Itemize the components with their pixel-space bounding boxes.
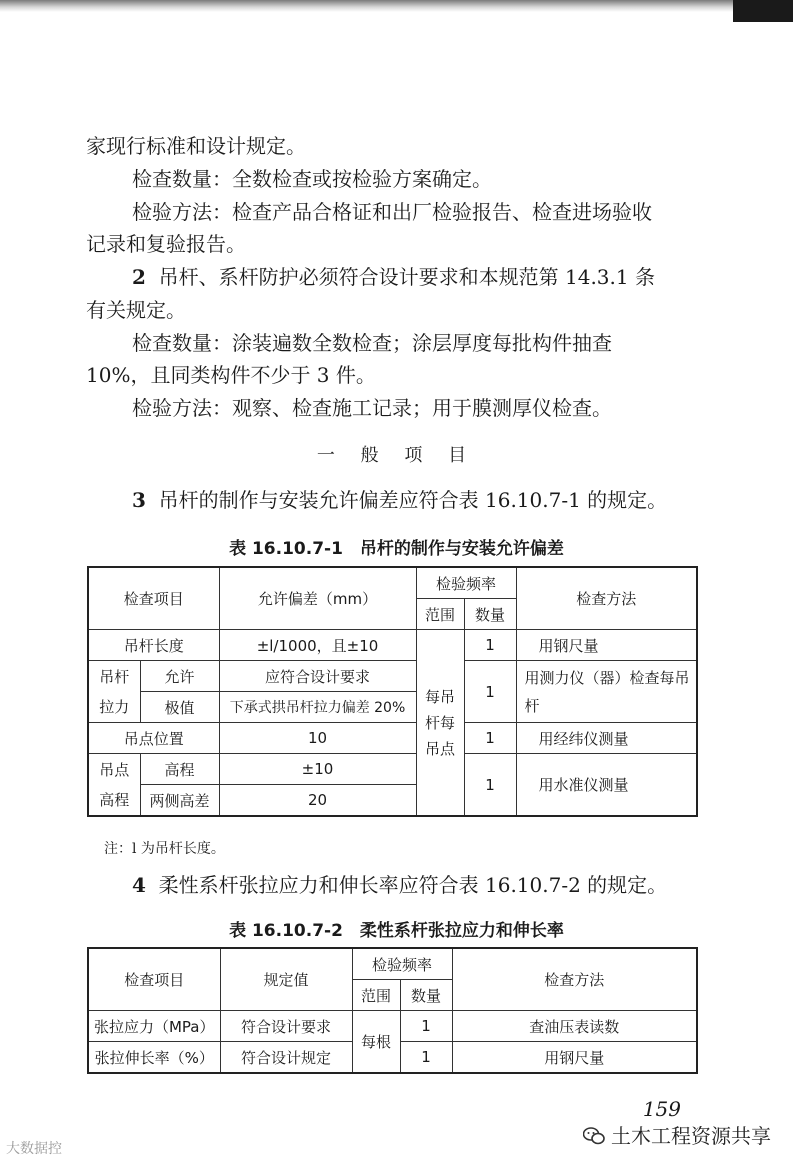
table-cell: 1 [400, 1011, 452, 1042]
scan-top-edge [0, 0, 793, 12]
watermark-right-text: 土木工程资源共享 [611, 1124, 771, 1148]
table2-caption: 表 16.10.7-2 柔性系杆张拉应力和伸长率 [229, 921, 564, 941]
table-cell: 吊点位置 [88, 723, 219, 754]
item-text: 吊杆、系杆防护必须符合设计要求和本规范第 14.3.1 条 [158, 265, 655, 289]
paragraph-line [132, 873, 752, 897]
paragraph-line: 有关规定。 [86, 298, 186, 322]
table-cell: 用测力仪（器）检查每吊杆 [516, 661, 697, 723]
table2 [87, 947, 698, 1074]
table-cell: 张拉应力（MPa） [88, 1011, 220, 1042]
table-cell: 符合设计要求 [220, 1011, 352, 1042]
table1-caption: 表 16.10.7-1 吊杆的制作与安装允许偏差 [229, 539, 564, 559]
table2-header-method: 检查方法 [452, 948, 697, 1011]
paragraph-line [132, 488, 752, 512]
table-cell: 吊杆长度 [88, 630, 219, 661]
table-cell: 查油压表读数 [452, 1011, 697, 1042]
table1-header-frequency: 检验频率 [416, 567, 516, 599]
table1-header-item: 检查项目 [88, 567, 219, 630]
paragraph-line: 检验方法：观察、检查施工记录；用于膜测厚仪检查。 [132, 396, 612, 420]
table1-header-method: 检查方法 [516, 567, 697, 630]
table-cell: 用水准仪测量 [516, 754, 697, 817]
table-cell: 吊点高程 [88, 754, 140, 817]
table1-header-tolerance: 允许偏差（mm） [219, 567, 416, 630]
table2-header-range: 范围 [352, 980, 400, 1011]
item-text: 柔性系杆张拉应力和伸长率应符合表 16.10.7-2 的规定。 [158, 873, 668, 897]
watermark-left: 大数据控 [6, 1141, 62, 1157]
item-number: 3 [132, 488, 146, 512]
watermark-right [583, 1120, 771, 1149]
table-cell: 符合设计规定 [220, 1042, 352, 1074]
table-cell: 1 [400, 1042, 452, 1074]
table-cell: ±10 [219, 754, 416, 785]
table2-header-item: 检查项目 [88, 948, 220, 1011]
item-number: 4 [132, 873, 146, 897]
section-heading: 一 般 项 目 [316, 445, 477, 466]
table-cell: 1 [464, 723, 516, 754]
table-cell: 张拉伸长率（%） [88, 1042, 220, 1074]
table-cell: 允许 [140, 661, 219, 692]
page-number: 159 [642, 1097, 681, 1121]
table-cell: 20 [219, 785, 416, 817]
table-cell: 吊杆拉力 [88, 661, 140, 723]
table1-header-range: 范围 [416, 599, 464, 630]
table-cell: 每根 [352, 1011, 400, 1074]
table-cell: 每吊杆每吊点 [416, 630, 464, 817]
table-cell: 高程 [140, 754, 219, 785]
paragraph-line: 检查数量：全数检查或按检验方案确定。 [132, 167, 492, 191]
item-number: 2 [132, 265, 146, 289]
table-cell: 1 [464, 630, 516, 661]
paragraph-line [132, 265, 752, 289]
table2-header-value: 规定值 [220, 948, 352, 1011]
table1 [87, 566, 698, 817]
table-cell: 下承式拱吊杆拉力偏差 20% [219, 692, 416, 723]
table-cell: 1 [464, 661, 516, 723]
table-cell: 用经纬仪测量 [516, 723, 697, 754]
table1-header-count: 数量 [464, 599, 516, 630]
table-cell: 两侧高差 [140, 785, 219, 817]
wechat-icon [583, 1126, 605, 1144]
table-cell: ±l/1000，且±10 [219, 630, 416, 661]
table1-note: 注：l 为吊杆长度。 [104, 841, 225, 857]
paragraph-line: 记录和复验报告。 [86, 232, 246, 256]
table-cell: 用钢尺量 [516, 630, 697, 661]
table-cell: 应符合设计要求 [219, 661, 416, 692]
table-cell: 极值 [140, 692, 219, 723]
table-cell: 用钢尺量 [452, 1042, 697, 1074]
scan-corner-mark [733, 0, 793, 22]
item-text: 吊杆的制作与安装允许偏差应符合表 16.10.7-1 的规定。 [158, 488, 668, 512]
paragraph-line: 家现行标准和设计规定。 [86, 134, 306, 158]
table-cell: 10 [219, 723, 416, 754]
paragraph-line: 检查数量：涂装遍数全数检查；涂层厚度每批构件抽查 [132, 331, 612, 355]
paragraph-line: 10%，且同类构件不少于 3 件。 [86, 363, 376, 387]
table-cell: 1 [464, 754, 516, 817]
paragraph-line: 检验方法：检查产品合格证和出厂检验报告、检查进场验收 [132, 200, 652, 224]
table2-header-count: 数量 [400, 980, 452, 1011]
table2-header-frequency: 检验频率 [352, 948, 452, 980]
